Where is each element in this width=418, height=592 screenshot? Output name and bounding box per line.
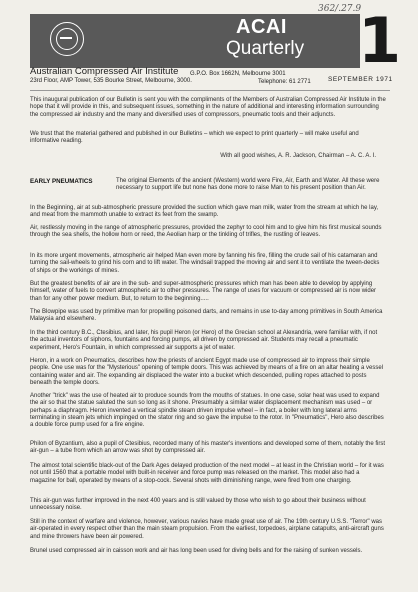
article-paragraph: Heron, in a work on Pneumatics, describes how the priests of ancient Egypt made use of compressed air to impress their simple people. One use was for the "Mysterious" opening of temple doors. This was achieved by means of a fire on an altar heating a vessel containing water and air. The expanding air displaced the water into a bucket which descended, pulling ropes attached to posts beneath the temple doors. [30,358,384,386]
telephone: Telephone: 61 2771 [258,78,311,85]
article-paragraph: The Blowpipe was used by primitive man for propelling poisoned darts, and remains in use to-day among primitives in South America Malaysia and elsewhere. [30,309,383,323]
masthead-acronym: ACAI [236,16,287,38]
header-divider [30,90,390,91]
article-paragraph: In its more urgent movements, atmospheric air helped Man even more by fanning his fire, filling the crude sail of his catamaran and turning the sail-wheels to grind his corn and to lift water. The windsail trapped the moving air and sent it to ventilate the tween-decks of ships or the workings of mines. [30,253,380,274]
article-heading: EARLY PNEUMATICS [30,178,93,185]
article-paragraph: But the greatest benefits of air are in the sub- and super-atmospheric pressures which man has been able to develop by applying himself, water of fuels to convert atmospheric air to other pressures. The range of uses for vacuum or compressed air is now wider than for any other power medium. But, to return to the beginning..... [30,281,377,302]
issue-number: 1 [358,4,402,77]
intro-paragraph-1: This inaugural publication of our Bulletin is sent you with the compliments of the Members of Australian Compressed Air Institute in the hope that it will provide in this, and subsequent issues, something in the nature of additional and interesting information surrounding the compressed air industry and the many and diversified uses of compressors, pneumatic tools and their adjuncts. [30,97,386,118]
postal-telephone [190,71,311,86]
organisation-name: Australian Compressed Air Institute [30,66,179,77]
article-paragraph: Air, restlessly moving in the range of atmospheric pressures, provided the zephyr to cool him and to give him his first musical sounds through the sea shells, the hollow horn or reed, the Aeolian harp or the tinkling of trifles, the rustling of leaves. [30,225,382,239]
postal-address: G.P.O. Box 1662N, Melbourne 3001 [190,71,286,77]
article-paragraph: Philon of Byzantium, also a pupil of Ctesibius, recorded many of his master's inventions and developed some of them, notably the first air-gun – a tube from which an arrow was shot by compressed air. [30,441,385,455]
article-paragraph: Another "trick" was the use of heated air to produce sounds from the mouths of statues. In one case, solar heat was used to expand the air so that the statue saluted the sun so long as it shone. Presumably a similar water displacement mechanism was used – or perhaps a diaphragm. Heron invented a vertical spindle steam driven impulse wheel – in fact, a boiler with long lateral arms terminating in steam jets which impinged on the stator ring and so gave the impulse to the rotor. In "Pneumatics", Hero also describes a double force pump used for a fire engine. [30,393,384,429]
article-paragraph: Brunel used compressed air in caisson work and air has long been used for diving bells and for the raising of sunken vessels. [30,548,363,554]
street-address: 23rd Floor, AMP Tower, 535 Bourke Street, Melbourne, 3000. [30,78,192,84]
article-paragraph: In the Beginning, air at sub-atmospheric pressure provided the suction which gave man milk, water from the stream at which he lay, and meat from the mammoth unable to extract its feet from the swamp. [30,205,379,219]
article-paragraph: Still in the context of warfare and violence, however, various navies have made great use of air. The 19th century U.S.S. "Terror" was air-operated in every respect other than the main steam propulsion. From the earliest, torpedoes, airplane catapults, anti-aircraft guns and mine throwers have been air powered. [30,519,384,540]
issue-date: SEPTEMBER 1971 [328,76,393,83]
intro-signoff: With all good wishes, A. R. Jackson, Chairman – A. C. A. I. [220,153,376,159]
handwritten-catalogue-note: 362/.27.9 [318,4,362,14]
intro-paragraph-2: We trust that the material gathered and published in our Bulletins – which we expect to print quarterly – will make useful and informative reading. [30,131,359,145]
article-paragraph: This air-gun was further improved in the next 400 years and is still valued by those who wish to go about their business without unnecessary noise. [30,498,366,512]
article-paragraph: The original Elements of the ancient (Western) world were Fire, Air, Earth and Water. All these were necessary to support life but none has done more to raise Man to his present position than Air. [116,178,380,192]
acai-logo-icon [50,22,84,56]
masthead-publication: Quarterly [226,38,305,59]
article-paragraph: In the third century B.C., Ctesibius, and later, his pupil Heron (or Hero) of the Grecian school at Alexandria, were familiar with, if not the actual inventors of siphons, fountains and forcing pumps, all driven by compressed air. Students may recall a pneumatic experiment, Hero's Fountain, in which compressed air supports a jet of water. [30,330,378,351]
article-paragraph: The almost total scientific black-out of the Dark Ages delayed production of the next model – at least in the Christian world – for it was not until 1560 that a portable model with built-in receiver and force pump was released on the market. This model also had a magazine for ball, operated by means of a stop-cock. Several shots with diminishing range, were fired from one charging. [30,463,384,484]
